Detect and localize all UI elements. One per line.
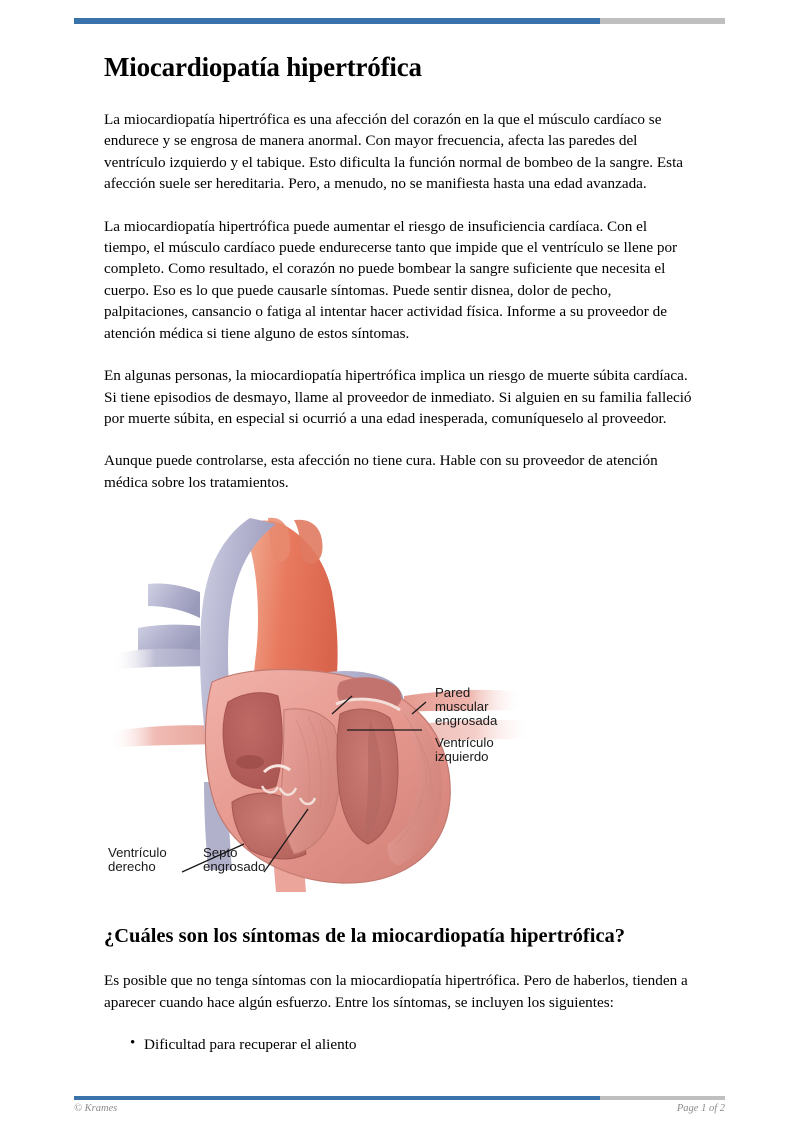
right-atrium-chamber [223,693,282,789]
label-septum-line2: engrosado [203,859,266,875]
label-left-ventricle [435,735,494,764]
paragraph-symptoms-intro: Es posible que no tenga síntomas con la miocardiopatía hipertrófica. Pero de haberlos, tienden a aparecer cuando hace algún esfuerzo. Entre los síntomas, se incluyen los siguientes: [104,972,688,1011]
valve-opening-right [236,755,264,769]
paragraph-intro: La miocardiopatía hipertrófica es una afección del corazón en la que el músculo cardíaco se endurece y se engrosa de manera anormal. Con mayor frecuencia, afecta las paredes del ventrículo izquierdo y el tabique. Esto dificulta la función normal de bombeo de la sangre. Esta afección suele ser hereditaria. Pero, a menudo, no se manifiesta hasta una edad avanzada. [104,111,684,193]
left-innominate-vein [148,584,200,619]
label-right-ventricle [108,845,167,874]
footer-page-indicator: Page 1 of 2 [676,1103,725,1114]
list-item: • Dificultad para recuperar el aliento [144,1034,696,1055]
heart-illustration [104,514,696,904]
header-rule-gray-segment [600,18,725,24]
label-right-ventricle-line1: Ventrículo [108,845,167,861]
document-body [104,52,696,1059]
header-rule [74,18,725,24]
label-left-ventricle-line1: Ventrículo [435,735,494,751]
label-septum-line1: Septo [203,845,238,861]
page-footer [74,1103,725,1119]
label-left-ventricle-line2: izquierdo [435,749,489,765]
symptom-list [104,1034,696,1055]
paragraph-sudden-death: En algunas personas, la miocardiopatía hipertrófica implica un riesgo de muerte súbita cardíaca. Si tiene episodios de desmayo, llame al proveedor de inmediato. Si alguien en su familia falleció por muerte súbita, en especial si ocurrió a una edad inesperada, comuníqueselo al proveedor. [104,367,692,427]
paragraph-treatment: Aunque puede controlarse, esta afección no tiene cura. Hable con su proveedor de atención médica sobre los tratamientos. [104,452,658,491]
footer-rule [74,1096,725,1100]
label-thick-wall-line3: engrosada [435,713,498,729]
footer-copyright: © Krames [74,1103,118,1114]
paragraph-heart-failure: La miocardiopatía hipertrófica puede aumentar el riesgo de insuficiencia cardíaca. Con el tiempo, el músculo cardíaco puede endurecerse tanto que impide que el ventrículo se llene por completo. Como resultado, el corazón no puede bombear la sangre suficiente que necesita el cuerpo. Eso es lo que puede causarle síntomas. Puede sentir disnea, dolor de pecho, palpitaciones, cansancio o fatiga al intentar hacer actividad física. Informe a su proveedor de atención médica si tiene alguno de estos síntomas. [104,217,678,342]
peripheral-vessel-left-upper [112,647,208,670]
footer-rule-blue-segment [74,1096,600,1100]
label-right-ventricle-line2: derecho [108,859,156,875]
section-heading-symptoms: ¿Cuáles son los síntomas de la miocardiopatía hipertrófica? [104,925,626,948]
label-thick-wall-line2: muscular [435,699,489,715]
footer-rule-gray-segment [600,1096,725,1100]
page-title: Miocardiopatía hipertrófica [104,52,422,82]
pulmonary-vein-branch-left [138,625,200,650]
header-rule-blue-segment [74,18,600,24]
label-thick-wall-line1: Pared [435,685,471,701]
